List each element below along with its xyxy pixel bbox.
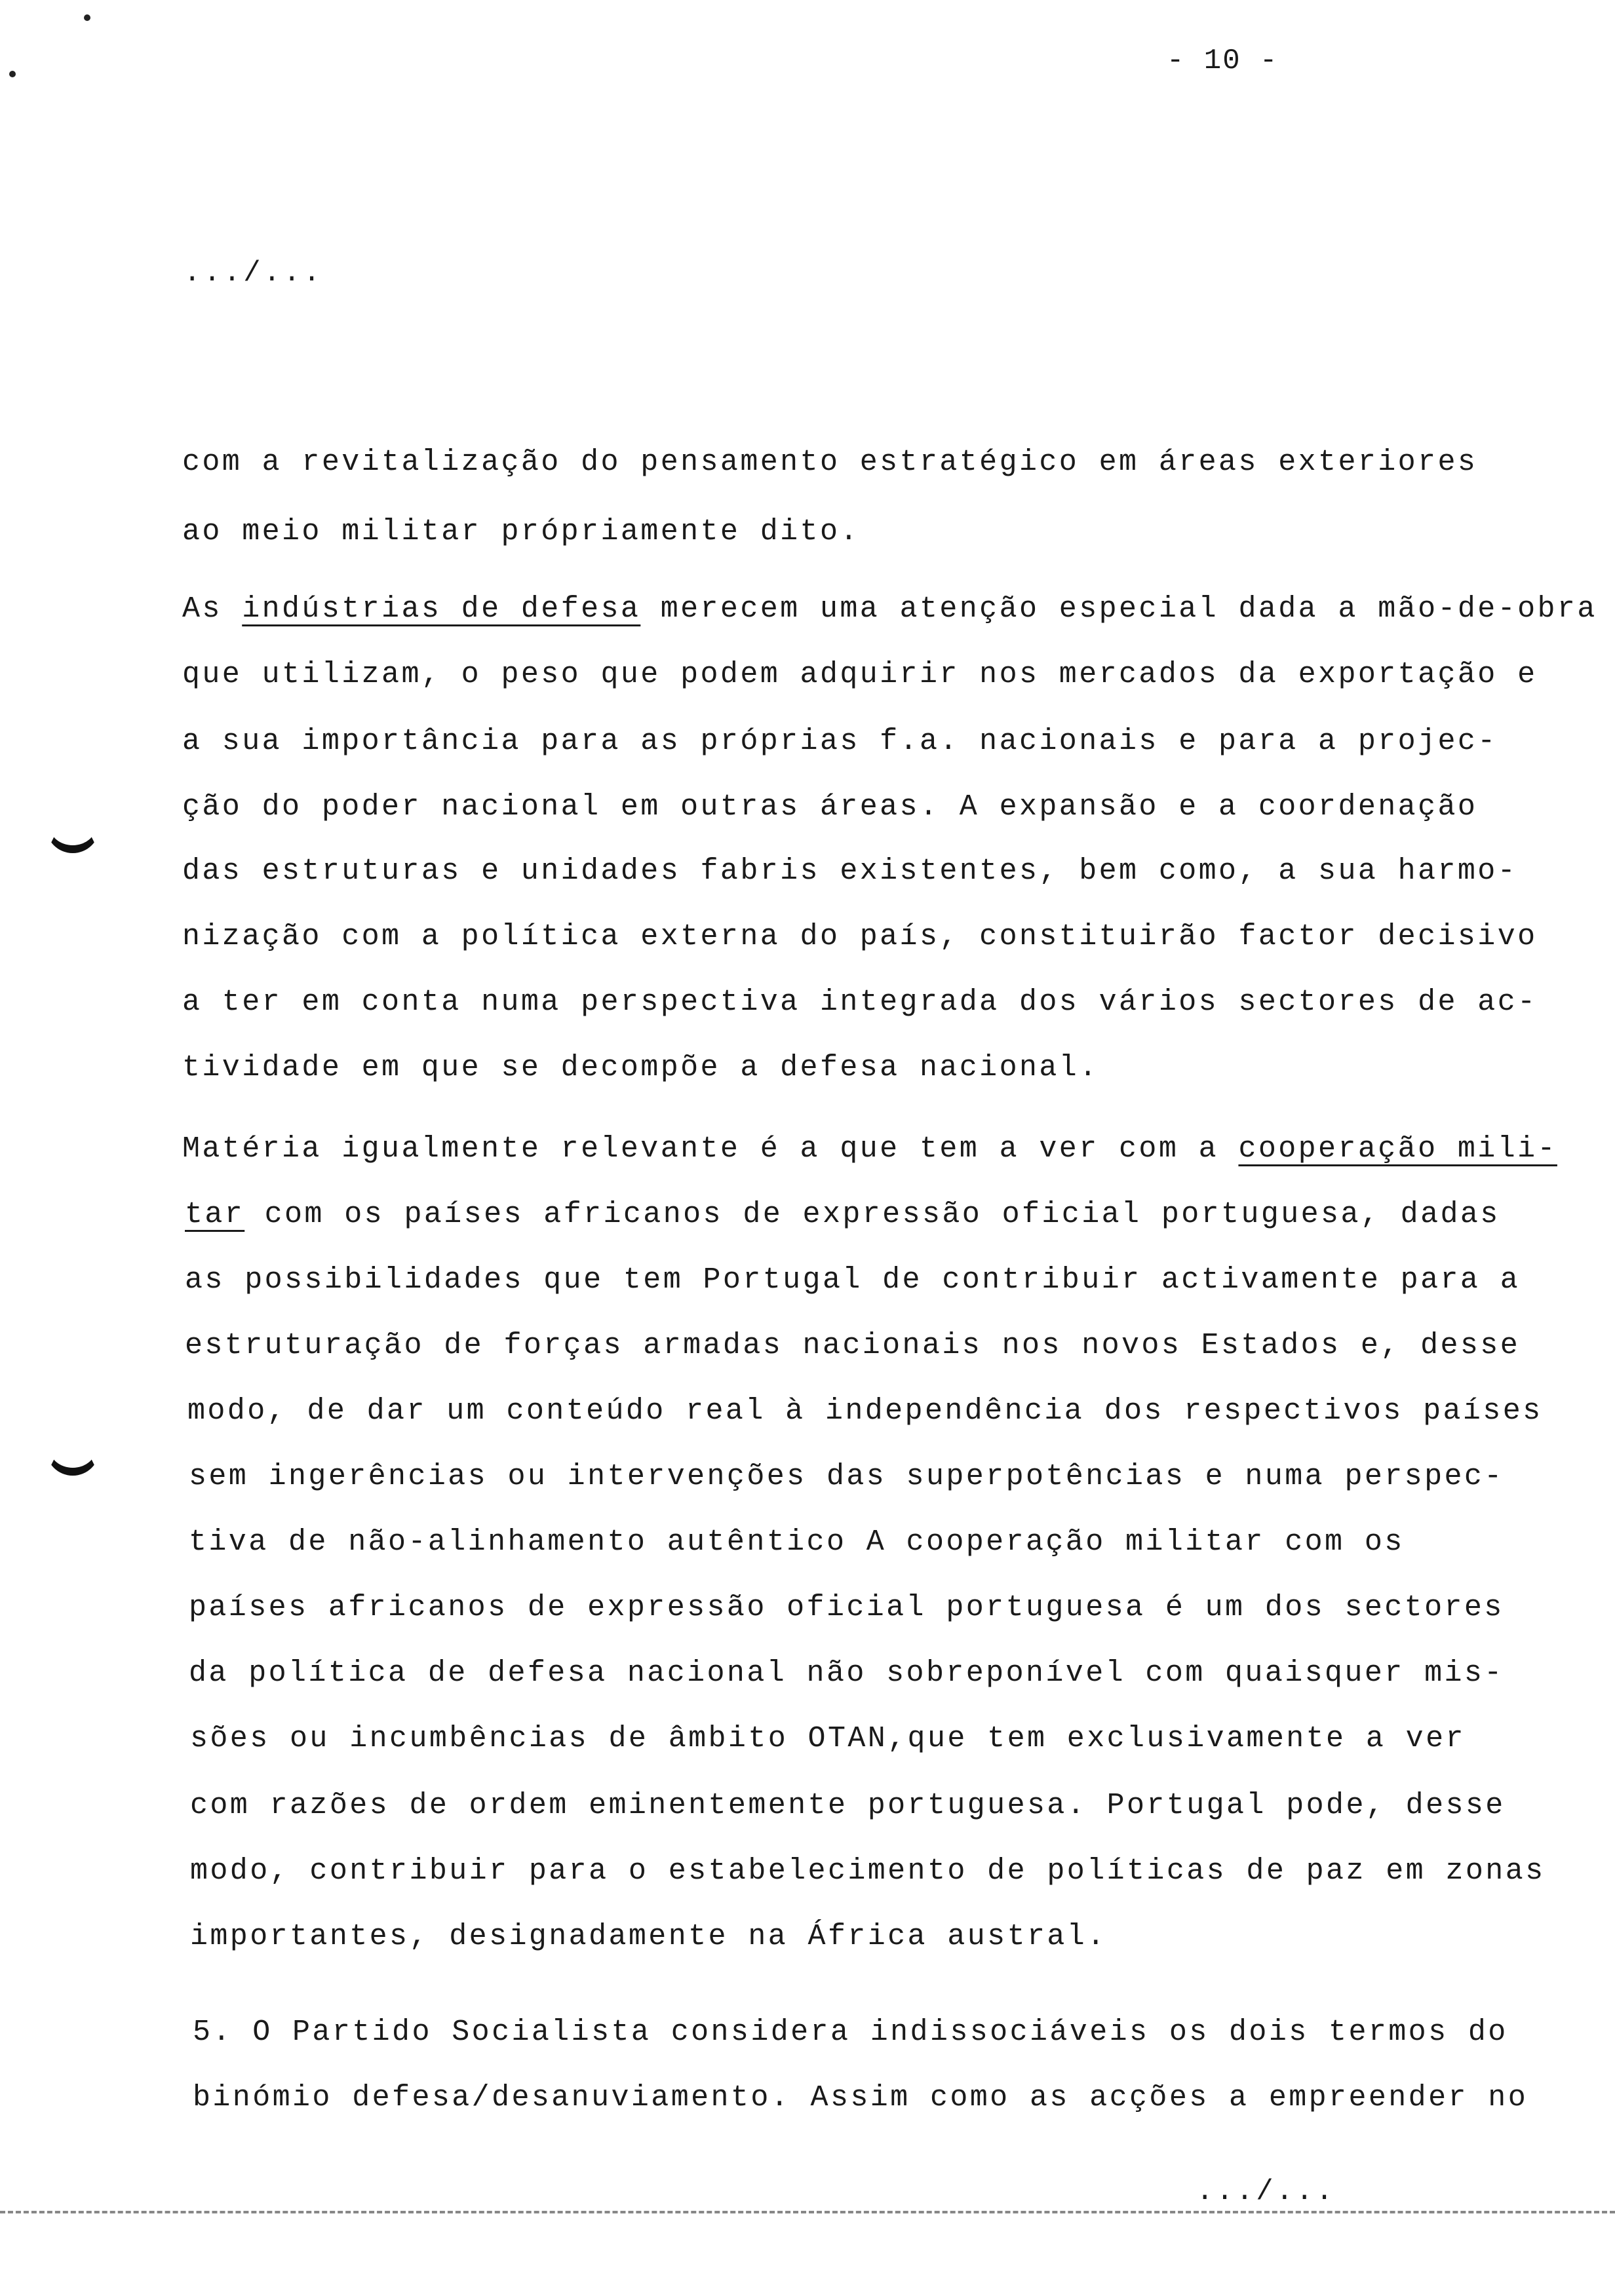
continuation-mark-bottom: .../...	[1196, 2175, 1336, 2208]
line-prefix: Matéria igualmente relevante é a que tem a ver com a	[182, 1132, 1239, 1166]
body-line-military-cooperation-cont	[185, 1198, 1500, 1231]
body-line: importantes, designadamente na África austral.	[190, 1920, 1107, 1953]
continuation-mark-top: .../...	[184, 257, 323, 290]
body-line: tividade em que se decompõe a defesa nacional.	[182, 1051, 1099, 1084]
body-line: modo, de dar um conteúdo real à independência dos respectivos países	[187, 1394, 1543, 1428]
punch-hole-mark	[46, 1442, 100, 1476]
line-suffix: merecem uma atenção especial dada a mão-de-obra	[640, 592, 1597, 626]
line-prefix: As	[182, 592, 243, 626]
body-line: nização com a política externa do país, constituirão factor decisivo	[182, 920, 1538, 953]
body-line: sem ingerências ou intervenções das superpotências e numa perspec-	[189, 1460, 1504, 1493]
punch-hole-mark	[46, 819, 100, 853]
underlined-term-military-cooperation: cooperação mili-	[1238, 1132, 1557, 1166]
body-line: tiva de não-alinhamento autêntico A cooperação militar com os	[189, 1525, 1405, 1559]
body-line: modo, contribuir para o estabelecimento de políticas de paz em zonas	[190, 1854, 1546, 1888]
underlined-term-tar: tar	[185, 1198, 245, 1231]
line-suffix: com os países africanos de expressão oficial portuguesa, dadas	[244, 1198, 1500, 1231]
scan-edge-line	[0, 2211, 1615, 2213]
body-line: das estruturas e unidades fabris existentes, bem como, a sua harmo-	[182, 854, 1518, 888]
body-line: as possibilidades que tem Portugal de contribuir activamente para a	[185, 1263, 1521, 1297]
body-line: sões ou incumbências de âmbito OTAN,que tem exclusivamente a ver	[190, 1722, 1466, 1755]
body-line: estruturação de forças armadas nacionais nos novos Estados e, desse	[185, 1329, 1521, 1362]
body-line: da política de defesa nacional não sobreponível com quaisquer mis-	[189, 1656, 1504, 1690]
body-line-section-5: 5. O Partido Socialista considera indissociáveis os dois termos do	[193, 2016, 1508, 2049]
underlined-term-defense-industries: indústrias de defesa	[242, 592, 641, 626]
body-line: ao meio militar própriamente dito.	[182, 515, 860, 548]
body-line: com razões de ordem eminentemente portuguesa. Portugal pode, desse	[190, 1789, 1506, 1822]
body-line: binómio defesa/desanuviamento. Assim como as acções a empreender no	[193, 2081, 1528, 2114]
body-line: a sua importância para as próprias f.a. nacionais e para a projec-	[182, 725, 1498, 758]
body-line: a ter em conta numa perspectiva integrada dos vários sectores de ac-	[182, 985, 1538, 1019]
body-line-defense-industries	[182, 592, 1597, 626]
body-line: ção do poder nacional em outras áreas. A expansão e a coordenação	[182, 790, 1478, 824]
body-line-military-cooperation	[182, 1132, 1557, 1166]
body-line: países africanos de expressão oficial portuguesa é um dos sectores	[189, 1591, 1504, 1624]
body-line: que utilizam, o peso que podem adquirir nos mercados da exportação e	[182, 658, 1538, 691]
scan-speck	[9, 71, 16, 77]
page-number: - 10 -	[1167, 45, 1279, 77]
body-line: com a revitalização do pensamento estratégico em áreas exteriores	[182, 446, 1478, 479]
scan-speck	[84, 14, 90, 21]
